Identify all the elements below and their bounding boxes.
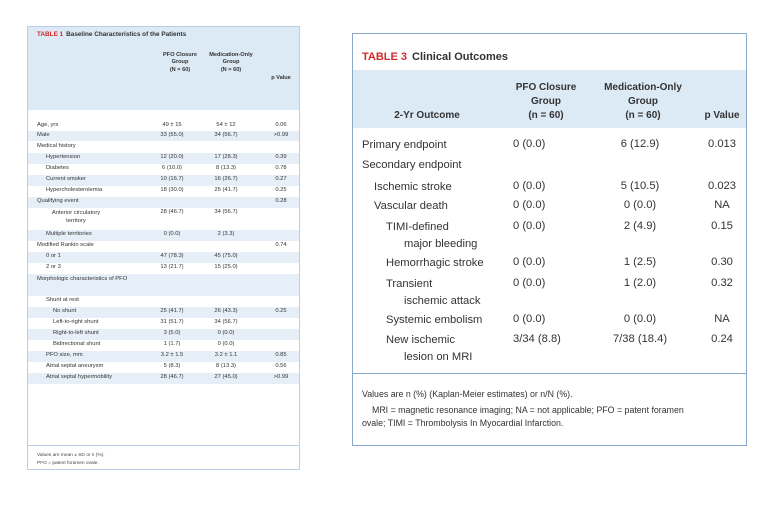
cell-group2: 3.2 ± 1.1	[214, 352, 238, 358]
cell-group1: 31 (51.7)	[160, 319, 184, 325]
row-label: 2 or 3	[46, 264, 61, 270]
table-row	[353, 199, 746, 217]
table-1-label: TABLE 1	[37, 31, 64, 38]
table-row	[353, 220, 746, 252]
cell-pvalue: 0.78	[275, 165, 287, 171]
cell-pvalue: 0.28	[275, 198, 287, 204]
cell-group1: 3.2 ± 1.5	[160, 352, 184, 358]
row-label: Left-to-right shunt	[53, 319, 99, 325]
cell-pvalue: 0.85	[275, 352, 287, 358]
table-1-footnote: PFO = patent foramen ovale.	[37, 461, 99, 466]
table-1-footnotes	[28, 449, 299, 469]
table-row	[28, 241, 299, 252]
table-row	[28, 329, 299, 340]
row-label: Multiple territories	[46, 231, 92, 237]
cell-group1: 6 (10.0)	[162, 165, 182, 171]
table-row	[28, 175, 299, 186]
row-label: Current smoker	[46, 176, 86, 182]
row-label-continued: ischemic attack	[404, 295, 481, 307]
cell-group2: 45 (75.0)	[214, 253, 238, 259]
table-1-title-bar	[28, 27, 299, 46]
cell-group2: 1 (2.5)	[623, 256, 657, 268]
table-row	[28, 263, 299, 274]
header-line: Medication-Only	[604, 82, 682, 93]
table-1-header	[28, 46, 299, 110]
table-3-header	[353, 70, 746, 128]
cell-pvalue: >0.99	[273, 132, 289, 138]
cell-pvalue: 0.32	[711, 277, 733, 289]
table-3-header-group2	[593, 81, 693, 123]
row-label: Male	[37, 132, 50, 138]
table-1-header-pvalue: p Value	[271, 75, 291, 81]
cell-pvalue: 0.06	[275, 122, 287, 128]
header-line: (N = 60)	[220, 66, 242, 73]
table-row	[28, 296, 299, 307]
cell-group1: 0 (0.0)	[513, 220, 546, 232]
cell-pvalue: 0.15	[711, 220, 733, 232]
cell-group2: 25 (41.7)	[214, 187, 238, 193]
cell-pvalue: 0.27	[275, 176, 287, 182]
header-line: Group	[531, 96, 561, 107]
cell-group2: 5 (10.5)	[620, 180, 660, 192]
header-line: (n = 60)	[528, 110, 564, 121]
table-row	[28, 121, 299, 131]
table-row	[353, 138, 746, 156]
row-label: Shunt at rest	[46, 297, 79, 303]
table-row	[28, 186, 299, 197]
cell-group1: 1 (1.7)	[163, 341, 181, 347]
row-label: Medical history	[37, 143, 76, 149]
table-row	[28, 164, 299, 175]
table-1-header-group2	[196, 52, 266, 74]
cell-group1: 28 (46.7)	[160, 209, 184, 215]
header-line: Group	[222, 59, 240, 66]
table-row	[353, 313, 746, 331]
header-line: PFO Closure	[163, 52, 197, 58]
table-row	[28, 318, 299, 329]
row-label: Atrial septal aneurysm	[46, 363, 104, 369]
table-3-footnotes	[353, 374, 746, 445]
table-3-title	[362, 51, 508, 63]
header-line: PFO Closure	[515, 82, 577, 93]
cell-group2: 15 (25.0)	[214, 264, 238, 270]
cell-group2: 0 (0.0)	[217, 341, 235, 347]
row-label: 0 or 1	[46, 253, 61, 259]
divider	[28, 445, 299, 446]
cell-group2: 8 (13.3)	[216, 363, 236, 369]
cell-group1: 10 (16.7)	[160, 176, 184, 182]
table-3-header-outcome: 2-Yr Outcome	[394, 110, 460, 121]
cell-group1: 0 (0.0)	[163, 231, 181, 237]
cell-group1: 33 (55.0)	[160, 132, 184, 138]
row-label: Hypertension	[46, 154, 81, 160]
row-label: Age, yrs	[37, 122, 59, 128]
table-row	[28, 274, 299, 296]
table-row	[353, 277, 746, 309]
table-row	[28, 197, 299, 208]
cell-group1: 47 (78.3)	[160, 253, 184, 259]
cell-pvalue: NA	[714, 199, 730, 211]
cell-group1: 0 (0.0)	[513, 277, 546, 289]
table-row	[28, 131, 299, 141]
table-3-title-text: Clinical Outcomes	[412, 51, 509, 63]
row-label: Hypercholesterolemia	[46, 187, 103, 193]
cell-group2: 34 (56.7)	[214, 209, 238, 215]
table-row	[28, 230, 299, 241]
cell-pvalue: 0.023	[708, 180, 736, 192]
cell-group2: 8 (13.3)	[216, 165, 236, 171]
row-label: TIMI-defined	[386, 221, 449, 233]
row-label: Ischemic stroke	[374, 181, 452, 193]
cell-pvalue: 0.25	[275, 187, 287, 193]
cell-pvalue: 0.56	[275, 363, 287, 369]
table-row	[28, 340, 299, 351]
cell-pvalue: 0.25	[275, 308, 287, 314]
row-label: Anterior circulatory territory	[51, 210, 101, 224]
cell-group2: 16 (26.7)	[214, 176, 238, 182]
cell-group2: 17 (28.3)	[214, 154, 238, 160]
table-row	[28, 307, 299, 318]
table-3-footnote: Values are n (%) (Kaplan-Meier estimates) or n/N (%).	[362, 389, 573, 399]
cell-group2: 6 (12.9)	[620, 138, 660, 150]
row-label: Qualifying event	[37, 198, 79, 204]
row-label: New ischemic	[386, 334, 456, 346]
table-1-title	[37, 31, 186, 38]
cell-group1: 28 (46.7)	[160, 374, 184, 380]
table-3-label: TABLE 3	[362, 51, 408, 63]
cell-group2: 7/38 (18.4)	[612, 333, 668, 345]
cell-pvalue: 0.39	[275, 154, 287, 160]
cell-pvalue: 0.30	[711, 256, 733, 268]
cell-group1: 25 (41.7)	[160, 308, 184, 314]
table-row	[353, 256, 746, 274]
header-line: (n = 60)	[625, 110, 661, 121]
row-label-continued: lesion on MRI	[404, 351, 473, 363]
row-label-continued: major bleeding	[404, 238, 478, 250]
cell-pvalue: NA	[714, 313, 730, 325]
table-row	[353, 180, 746, 198]
cell-group2: 34 (56.7)	[214, 132, 238, 138]
cell-group1: 0 (0.0)	[513, 199, 546, 211]
cell-pvalue: 0.74	[275, 242, 287, 248]
table-3	[352, 33, 747, 446]
row-label: Bidirectional shunt	[53, 341, 101, 347]
cell-group2: 0 (0.0)	[623, 199, 657, 211]
cell-group1: 3 (5.0)	[163, 330, 181, 336]
table-row	[353, 333, 746, 365]
table-3-footnote: ovale; TIMI = Thrombolysis In Myocardial Infarction.	[362, 418, 564, 428]
table-row	[28, 142, 299, 153]
row-label: No shunt	[53, 308, 77, 314]
table-3-header-group1	[501, 81, 591, 123]
row-label: Systemic embolism	[386, 314, 483, 326]
row-label: Transient	[386, 278, 433, 290]
cell-group2: 0 (0.0)	[623, 313, 657, 325]
row-label: Hemorrhagic stroke	[386, 257, 484, 269]
row-label: Secondary endpoint	[362, 159, 462, 171]
row-label: Primary endpoint	[362, 139, 447, 151]
table-row	[28, 373, 299, 384]
cell-group2: 1 (2.0)	[623, 277, 657, 289]
header-line: Group	[628, 96, 658, 107]
cell-group1: 0 (0.0)	[513, 313, 546, 325]
table-1-title-text: Baseline Characteristics of the Patients	[66, 31, 187, 38]
cell-pvalue: 0.013	[708, 138, 736, 150]
cell-group2: 0 (0.0)	[217, 330, 235, 336]
row-label: Diabetes	[46, 165, 69, 171]
cell-group2: 54 ± 12	[216, 122, 236, 128]
cell-group2: 26 (43.3)	[214, 308, 238, 314]
cell-group1: 0 (0.0)	[513, 138, 546, 150]
cell-group1: 5 (8.3)	[163, 363, 181, 369]
row-label: Right-to-left shunt	[53, 330, 99, 336]
table-row	[28, 351, 299, 362]
table-3-header-pvalue: p Value	[704, 110, 740, 121]
header-line: Medication-Only	[209, 52, 253, 58]
cell-pvalue: >0.99	[273, 374, 289, 380]
table-row	[28, 153, 299, 164]
table-1	[27, 26, 300, 470]
table-row	[28, 208, 299, 230]
table-1-footnote: Values are mean ± SD or n (%).	[37, 453, 105, 458]
table-row	[28, 362, 299, 373]
row-label: PFO size, mm	[46, 352, 83, 358]
row-label: Vascular death	[374, 200, 448, 212]
table-row	[353, 158, 746, 176]
cell-group2: 27 (45.0)	[214, 374, 238, 380]
cell-group1: 49 ± 15	[162, 122, 182, 128]
cell-group2: 2 (4.9)	[623, 220, 657, 232]
header-line: (N = 60)	[169, 66, 191, 73]
cell-group1: 0 (0.0)	[513, 180, 546, 192]
cell-group1: 3/34 (8.8)	[513, 333, 561, 345]
cell-group2: 34 (56.7)	[214, 319, 238, 325]
cell-group1: 12 (20.0)	[160, 154, 184, 160]
row-label: Morphologic characteristics of PFO	[37, 276, 128, 282]
cell-pvalue: 0.24	[711, 333, 733, 345]
cell-group1: 18 (30.0)	[160, 187, 184, 193]
cell-group1: 13 (21.7)	[160, 264, 184, 270]
table-row	[28, 252, 299, 263]
cell-group1: 0 (0.0)	[513, 256, 546, 268]
table-3-footnote: MRI = magnetic resonance imaging; NA = not applicable; PFO = patent foramen	[372, 405, 684, 415]
header-line: Group	[171, 59, 189, 66]
row-label: Atrial septal hypermobility	[46, 374, 113, 380]
cell-group2: 2 (3.3)	[217, 231, 235, 237]
row-label: Modified Rankin scale	[37, 242, 94, 248]
